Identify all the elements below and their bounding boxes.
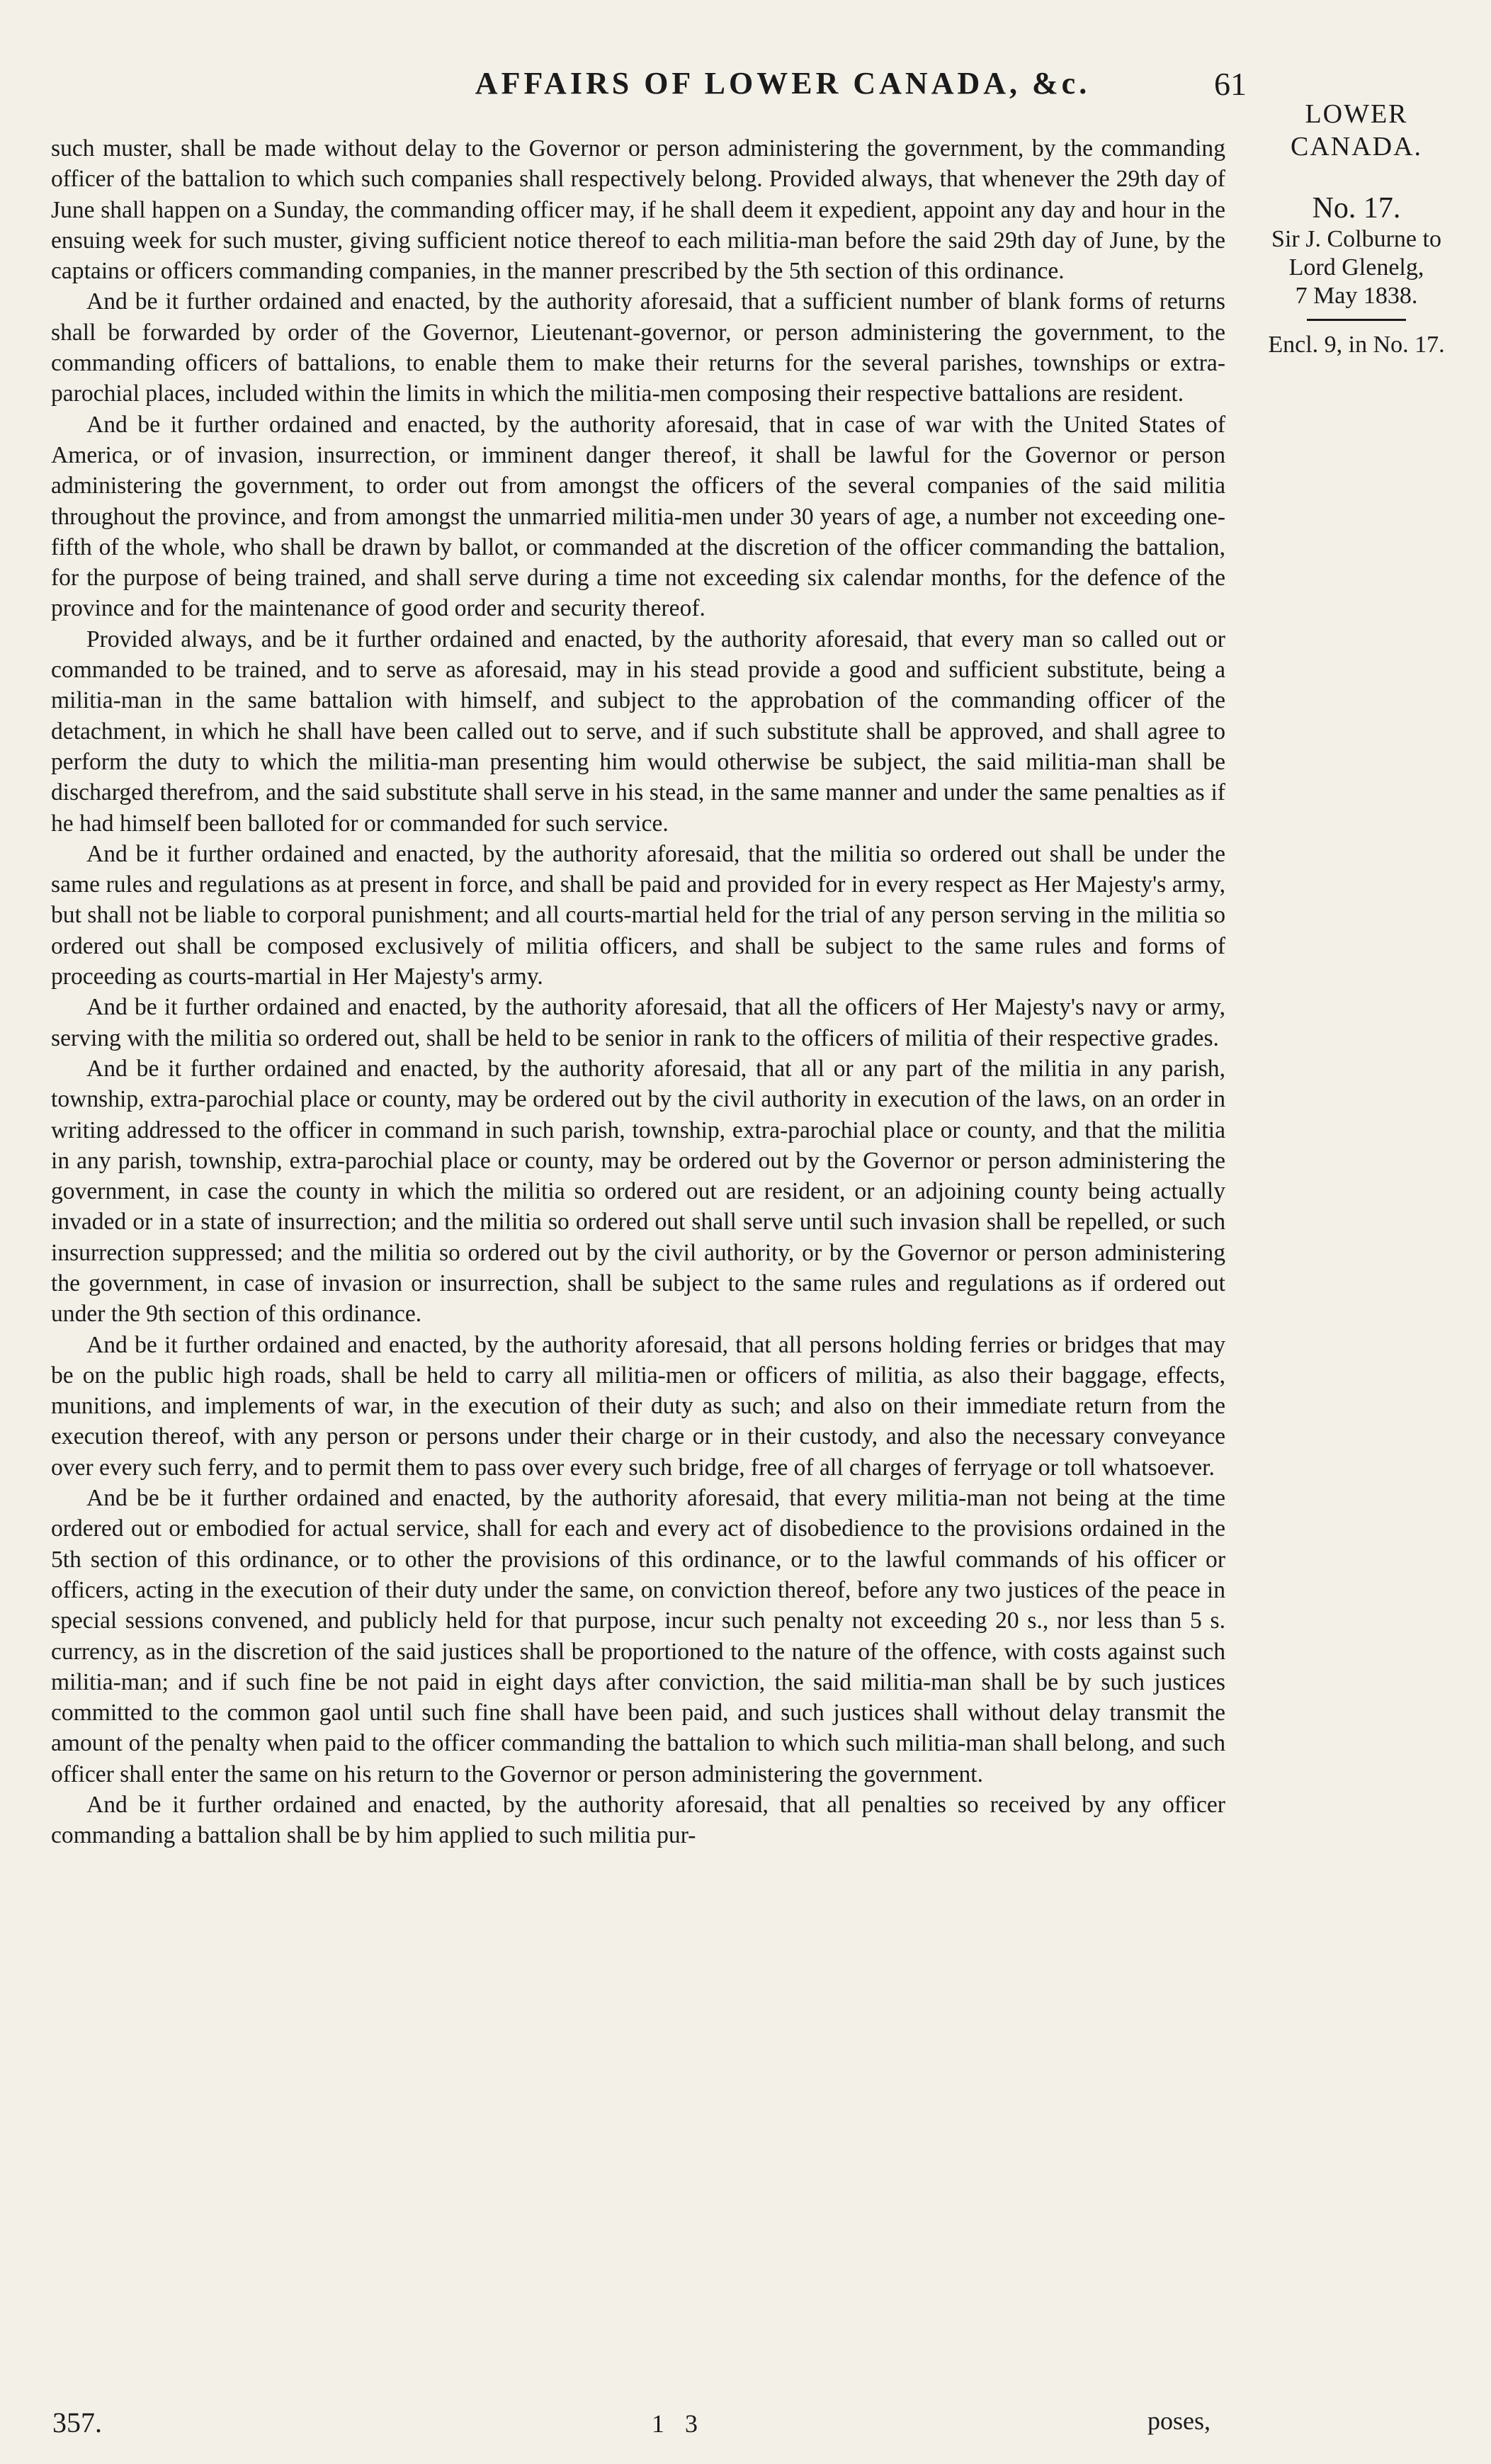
paragraph: And be it further ordained and enacted, by the authority aforesaid, that all penalties so received by any officer commanding a battalion shall be by him applied to such militia pur- bbox=[51, 1792, 1225, 1849]
paragraph: And be it further ordained and enacted, by the authority aforesaid, that in case of war with the United States of America, or of invasion, insurrection, or imminent danger thereof, it shall be lawful for the Governor or person administering the government, to order out from amongst the officers of the several companies of the said militia throughout the province, and from amongst the unmarried militia-men under 30 years of age, a number not exceeding one-fifth of the whole, who shall be drawn by ballot, or commanded at the discretion of the officer commanding the battalion, for the purpose of being trained, and shall serve during a time not exceeding six calendar months, for the defence of the province and for the maintenance of good order and security thereof. bbox=[51, 411, 1225, 622]
page-number: 61 bbox=[1214, 66, 1247, 102]
paragraph: And be it further ordained and enacted, by the authority aforesaid, that all or any part of the militia in any parish, township, extra-parochial place or county, may be ordered out by the civil authority in execution of the laws, on an order in writing addressed to the officer in command in such parish, township, extra-parochial place or county, and that the militia in any parish, township, extra-parochial place or county, may be ordered out by the Governor or person administering the government, in case the county in which the militia so ordered out are resident, or an adjoining county being actually invaded or in a state of insurrection; and the militia so ordered out shall serve until such invasion shall be repelled, or such insurrection suppressed; and the militia so ordered out by the civil authority, or by the Governor or person administering the government, in case of invasion or insurrection, shall be subject to the same rules and regulations as if ordered out under the 9th section of this ordinance. bbox=[51, 1055, 1225, 1328]
footer-catchword: poses, bbox=[1147, 2407, 1211, 2435]
margin-ref-line-2: Lord Glenelg, bbox=[1288, 254, 1424, 281]
margin-ref-line-3: 7 May 1838. bbox=[1295, 283, 1418, 309]
margin-enclosure: Encl. 9, in No. 17. bbox=[1268, 332, 1445, 358]
footer-signature: 357. bbox=[52, 2407, 102, 2438]
margin-note bbox=[1240, 98, 1473, 359]
paragraph: Provided always, and be it further ordained and enacted, by the authority aforesaid, that every man so called out or commanded to be trained, and to serve as aforesaid, may in his stead provide a good and sufficient substitute, being a militia-man in the same battalion with himself, and subject to the approbation of the commanding officer of the detachment, in which he shall have been called out to serve, and if such substitute shall be approved, and shall agree to perform the duty to which the militia-man presenting him would otherwise be subject, the said militia-man shall be discharged therefrom, and the said substitute shall serve in his stead, in the same manner and under the same penalties as if he had himself been balloted for or commanded for such service. bbox=[51, 626, 1225, 837]
margin-colony-line-1: LOWER bbox=[1305, 99, 1408, 129]
running-title: AFFAIRS OF LOWER CANADA, &c. bbox=[475, 66, 1091, 101]
paragraph: And be it further ordained and enacted, by the authority aforesaid, that a sufficient number of blank forms of returns shall be forwarded by order of the Governor, Lieutenant-governor, or person administering the government, to the commanding officers of battalions, to enable them to make their returns for the several parishes, townships or extra-parochial places, included within the limits in which the militia-men composing their respective battalions are resident. bbox=[51, 288, 1225, 407]
margin-colony-line-2: CANADA. bbox=[1290, 132, 1423, 162]
paragraph: And be be it further ordained and enacted, by the authority aforesaid, that every militia-man not being at the time ordered out or embodied for actual service, shall for each and every act of disobedience to the provisions ordained in the 5th section of this ordinance, or to other the provisions of this ordinance, or to the lawful commands of his officer or officers, acting in the execution of their duty under the same, on conviction thereof, before any two justices of the peace in special sessions convened, and publicly held for that purpose, incur such penalty not exceeding 20 s., nor less than 5 s. currency, as in the discretion of the said justices shall be proportioned to the nature of the offence, with costs against such militia-man; and if such fine be not paid in eight days after conviction, the said militia-man shall be by such justices committed to the common gaol until such fine shall have been paid, and such justices shall without delay transmit the amount of the penalty when paid to the officer commanding the battalion to which such militia-man shall belong, and such officer shall enter the same on his return to the Governor or person administering the government. bbox=[51, 1485, 1225, 1787]
margin-document-number: No. 17. bbox=[1312, 192, 1401, 225]
paragraph: And be it further ordained and enacted, by the authority aforesaid, that all persons holding ferries or bridges that may be on the public high roads, shall be held to carry all militia-men or officers of militia, as also their baggage, effects, munitions, and implements of war, in the execution of their duty as such; and also on their immediate return from the execution thereof, with any person or persons under their charge or in their custody, and also the necessary conveyance over every such ferry, and to permit them to pass over every such bridge, free of all charges of ferryage or toll whatsoever. bbox=[51, 1331, 1225, 1481]
margin-rule bbox=[1307, 319, 1406, 321]
footer-sheet-mark: 1 3 bbox=[652, 2409, 705, 2438]
paragraph: such muster, shall be made without delay to the Governor or person administering the government, by the commanding officer of the battalion to which such companies shall respectively belong. Provided always, that whenever the 29th day of June shall happen on a Sunday, the commanding officer may, if he shall deem it expedient, appoint any day and hour in the ensuing week for such muster, giving sufficient notice thereof to each militia-man before the said 29th day of June, by the captains or officers commanding companies, in the manner prescribed by the 5th section of this ordinance. bbox=[51, 135, 1225, 285]
paragraph: And be it further ordained and enacted, by the authority aforesaid, that all the officers of Her Majesty's navy or army, serving with the militia so ordered out, shall be held to be senior in rank to the officers of militia of their respective grades. bbox=[51, 994, 1225, 1051]
paragraph: And be it further ordained and enacted, by the authority aforesaid, that the militia so ordered out shall be under the same rules and regulations as at present in force, and shall be paid and provided for in every respect as Her Majesty's army, but shall not be liable to corporal punishment; and all courts-martial held for the trial of any person serving in the militia so ordered out shall be composed exclusively of militia officers, and shall be subject to the same rules and forms of proceeding as courts-martial in Her Majesty's army. bbox=[51, 840, 1225, 990]
body-text bbox=[51, 133, 1225, 1851]
margin-ref-line-1: Sir J. Colburne to bbox=[1271, 226, 1441, 252]
